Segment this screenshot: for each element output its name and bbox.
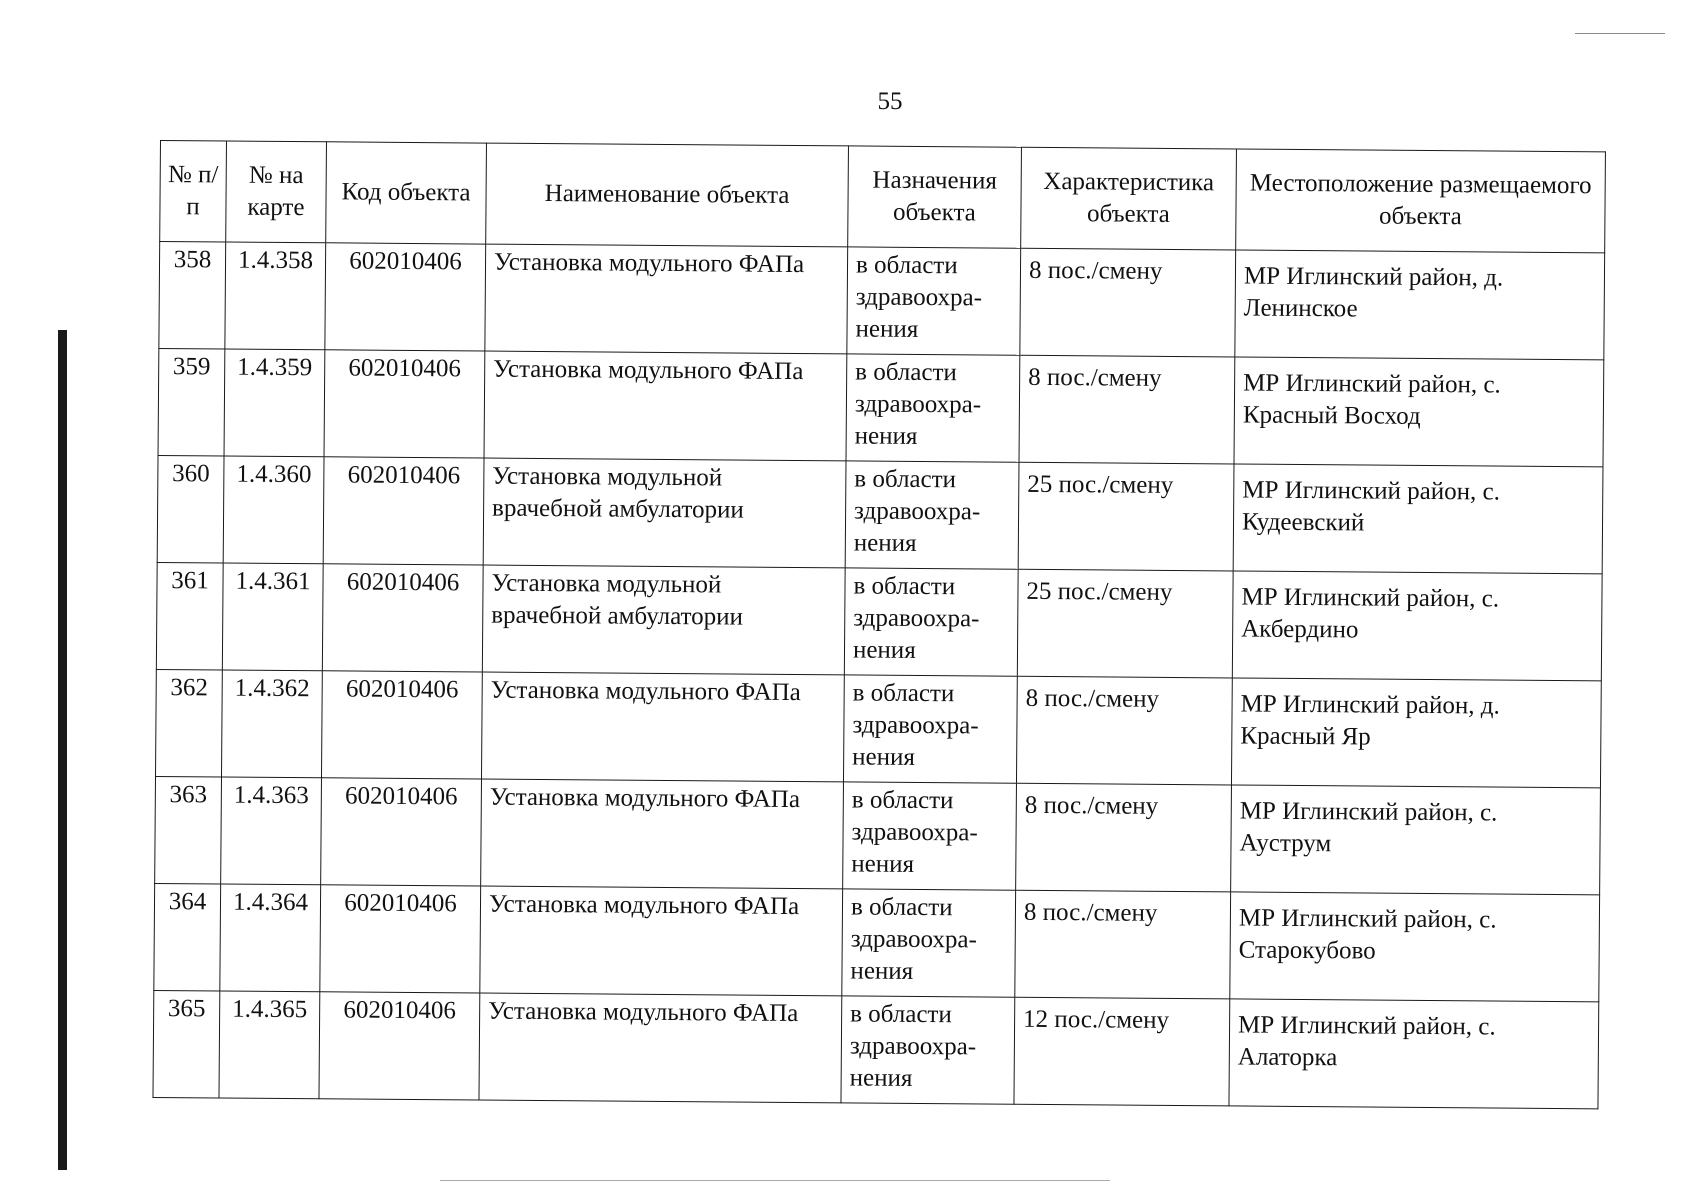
header-object-purpose: Назначения объекта — [848, 146, 1022, 248]
row-index: 361 — [156, 562, 223, 670]
row-object-location: МР Иглинский район, с. Акбердино — [1232, 571, 1602, 681]
row-object-characteristic: 8 пос./смену — [1016, 676, 1232, 785]
row-object-characteristic: 25 пос./смену — [1017, 569, 1233, 678]
table-row — [157, 455, 1603, 573]
row-object-code: 602010406 — [321, 778, 482, 886]
row-object-code: 602010406 — [321, 671, 482, 779]
row-object-location: МР Иглинский район, д. Ленинское — [1235, 250, 1605, 360]
row-object-name: Установка модульного ФАПа — [479, 993, 842, 1103]
row-object-purpose: в области здравоохра-нения — [845, 461, 1019, 569]
row-object-code: 602010406 — [324, 350, 485, 458]
table-row — [155, 776, 1601, 894]
scan-mark-bottom — [440, 1180, 1110, 1181]
row-object-name: Установка модульного ФАПа — [481, 672, 844, 782]
scan-edge-bar — [58, 330, 67, 1170]
row-index: 360 — [157, 455, 224, 563]
header-object-name: Наименование объекта — [486, 143, 849, 247]
row-object-code: 602010406 — [322, 564, 483, 672]
header-map-number: № на карте — [226, 141, 327, 243]
header-object-code: Код объекта — [326, 142, 487, 244]
page-number: 55 — [877, 88, 903, 115]
objects-table-wrapper — [152, 140, 1604, 1109]
row-index: 363 — [155, 776, 222, 884]
row-object-code: 602010406 — [320, 885, 481, 993]
row-object-code: 602010406 — [325, 243, 486, 351]
row-index: 362 — [156, 669, 223, 777]
row-object-name: Установка модульного ФАПа — [480, 886, 843, 996]
row-index: 365 — [153, 990, 220, 1098]
header-index: № п/п — [160, 141, 227, 243]
table-row — [156, 669, 1602, 787]
row-object-purpose: в области здравоохра-нения — [842, 889, 1016, 997]
row-index: 364 — [154, 883, 221, 991]
row-map-number: 1.4.365 — [219, 991, 320, 1099]
row-map-number: 1.4.363 — [221, 777, 322, 885]
table-row — [156, 562, 1602, 680]
table-row — [159, 242, 1605, 360]
table-row — [158, 348, 1604, 466]
row-map-number: 1.4.364 — [220, 884, 321, 992]
row-object-location: МР Иглинский район, с. Алаторка — [1229, 999, 1599, 1109]
row-object-name: Установка модульной врачебной амбулатории — [483, 458, 846, 568]
row-object-name: Установка модульного ФАПа — [485, 244, 848, 354]
row-object-location: МР Иглинский район, с. Красный Восход — [1234, 357, 1604, 467]
row-object-characteristic: 25 пос./смену — [1018, 462, 1234, 571]
row-index: 358 — [159, 242, 226, 350]
row-object-location: МР Иглинский район, д. Красный Яр — [1231, 678, 1601, 788]
row-object-purpose: в области здравоохра-нения — [847, 247, 1021, 355]
row-object-location: МР Иглинский район, с. Старокубово — [1230, 892, 1600, 1002]
row-map-number: 1.4.360 — [223, 456, 324, 564]
row-index: 359 — [158, 348, 225, 456]
row-object-purpose: в области здравоохра-нения — [844, 568, 1018, 676]
table-body — [153, 242, 1605, 1109]
row-map-number: 1.4.362 — [221, 670, 322, 778]
row-object-location: МР Иглинский район, с. Ауструм — [1231, 785, 1601, 895]
row-object-characteristic: 8 пос./смену — [1016, 783, 1232, 892]
row-object-characteristic: 8 пос./смену — [1019, 355, 1235, 464]
row-object-name: Установка модульной врачебной амбулатории — [482, 565, 845, 675]
row-object-characteristic: 8 пос./смену — [1015, 890, 1231, 999]
row-object-purpose: в области здравоохра-нения — [843, 675, 1017, 783]
row-object-purpose: в области здравоохра-нения — [846, 354, 1020, 462]
objects-table — [152, 140, 1605, 1109]
table-row — [154, 883, 1600, 1001]
header-object-characteristic: Характеристика объекта — [1021, 147, 1237, 250]
row-object-purpose: в области здравоохра-нения — [843, 782, 1017, 890]
row-object-characteristic: 8 пос./смену — [1020, 248, 1236, 357]
header-object-location: Местоположение размещаемого объекта — [1236, 149, 1606, 253]
row-object-code: 602010406 — [323, 457, 484, 565]
table-row — [153, 990, 1599, 1108]
row-map-number: 1.4.359 — [224, 349, 325, 457]
scan-mark-top — [1575, 33, 1665, 34]
row-object-name: Установка модульного ФАПа — [484, 351, 847, 461]
row-object-characteristic: 12 пос./смену — [1014, 997, 1230, 1106]
row-object-purpose: в области здравоохра-нения — [841, 996, 1015, 1104]
row-object-name: Установка модульного ФАПа — [481, 779, 844, 889]
row-object-code: 602010406 — [319, 992, 480, 1100]
row-object-location: МР Иглинский район, с. Кудеевский — [1233, 464, 1603, 574]
table-header-row — [160, 141, 1606, 253]
row-map-number: 1.4.361 — [222, 563, 323, 671]
row-map-number: 1.4.358 — [225, 242, 326, 350]
